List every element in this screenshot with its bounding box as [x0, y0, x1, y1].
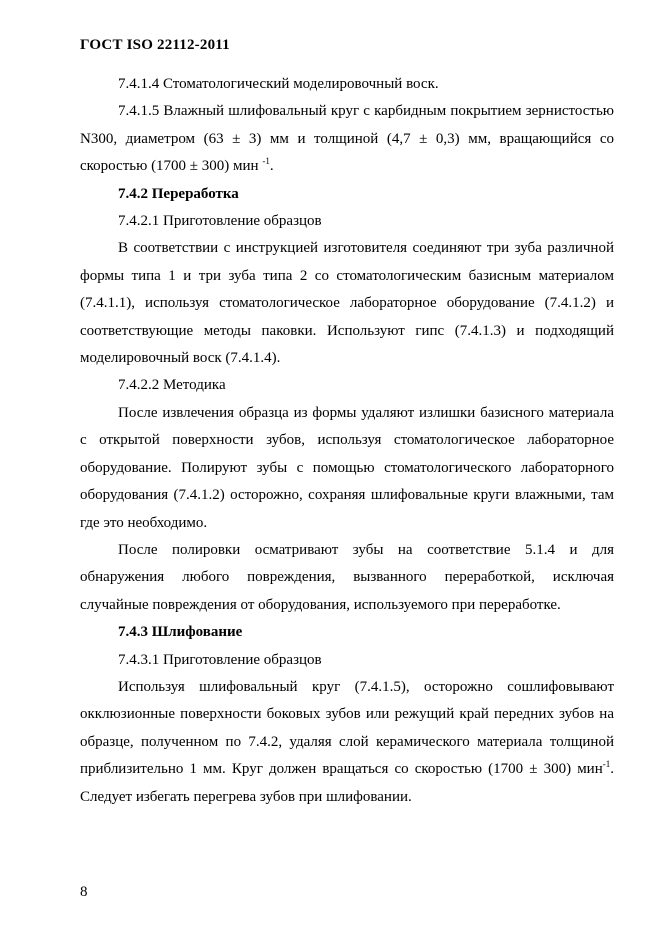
subsection-heading-7-4-2-1: 7.4.2.1 Приготовление образцов	[118, 213, 322, 230]
paragraph-7-4-1-5	[80, 98, 614, 180]
subsection-heading-7-4-3-1: 7.4.3.1 Приготовление образцов	[118, 651, 322, 668]
paragraph-method: После извлечения образца из формы удаляют излишки базисного материала с открытой поверхности зубов, используя стоматологическое лабораторное оборудование. Полируют зубы с помощью стоматологического лабораторного оборудования (7.4.1.2) осторожно, сохраняя шлифовальные круги влажными, там где это необходимо.	[80, 404, 614, 531]
superscript-exponent: -1	[602, 759, 611, 770]
paragraph-inspection: После полировки осматривают зубы на соответствие 5.1.4 и для обнаружения любого повреждения, вызванного переработкой, исключая случайные повреждения от оборудования, используемого при переработке.	[80, 541, 614, 613]
paragraph-text: 7.4.1.5 Влажный шлифовальный круг с карбидным покрытием зернистостью N300, диаметром (63 ± 3) мм и толщиной (4,7 ± 0,3) мм, вращающийся со скоростью (1700 ± 300) мин	[80, 103, 614, 175]
paragraph-sample-preparation: В соответствии с инструкцией изготовителя соединяют три зуба различной формы типа 1 и три зуба типа 2 со стоматологическим базисным материалом (7.4.1.1), используя стоматологическое лабораторное оборудование (7.4.1.2) и соответствующие методы паковки. Используют гипс (7.4.1.3) и подходящий моделировочный воск (7.4.1.4).	[80, 240, 614, 367]
section-heading-7-4-2: 7.4.2 Переработка	[118, 185, 239, 202]
page-number: 8	[80, 884, 88, 900]
paragraph-end: . Следует избегать перегрева зубов при шлифовании.	[80, 761, 614, 805]
superscript-exponent: -1	[262, 156, 270, 167]
section-heading-7-4-3: 7.4.3 Шлифование	[118, 624, 243, 641]
paragraph-7-4-1-4: 7.4.1.4 Стоматологический моделировочный воск.	[118, 76, 439, 92]
document-body	[80, 71, 614, 811]
paragraph-text: Используя шлифовальный круг (7.4.1.5), осторожно сошлифовывают окклюзионные поверхности боковых зубов или режущий край передних зубов на образце, полученном по 7.4.2, удаляя слой керамического материала толщиной приблизительно 1 мм. Круг должен вращаться со скоростью (1700 ± 300) мин	[80, 678, 614, 778]
paragraph-grinding	[80, 674, 614, 811]
subsection-heading-7-4-2-2: 7.4.2.2 Методика	[118, 377, 226, 394]
document-header: ГОСТ ISO 22112-2011	[80, 37, 230, 53]
paragraph-end: .	[269, 158, 274, 175]
